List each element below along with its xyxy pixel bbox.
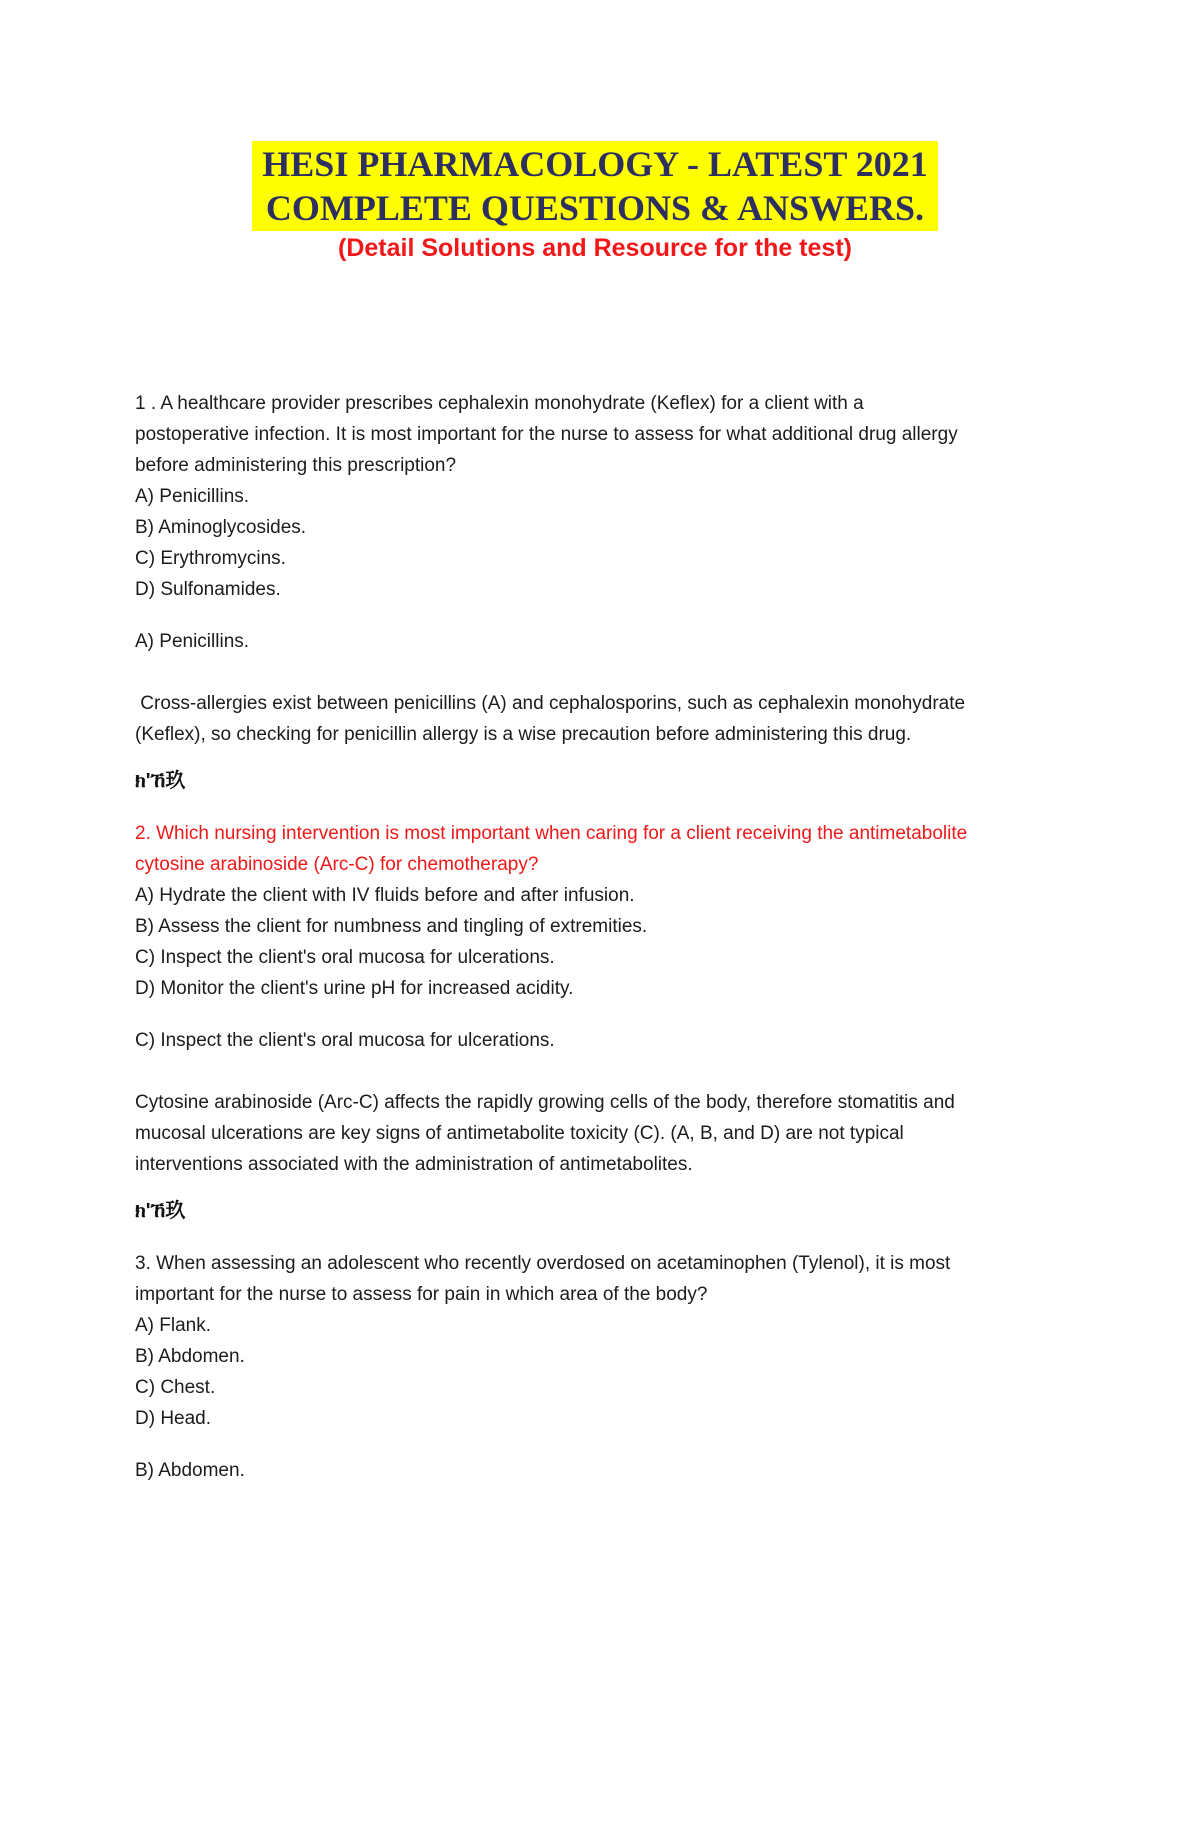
question-text-line: 3. When assessing an adolescent who recently overdosed on acetaminophen (Tylenol), it is most: [135, 1253, 951, 1274]
question-1: [135, 388, 1095, 797]
answer-explanation: [135, 1087, 1095, 1180]
question-2: [135, 818, 1095, 1227]
question-1-text: [135, 388, 1095, 605]
explanation-line: Cross-allergies exist between penicillins (A) and cephalosporins, such as cephalexin monohydrate: [135, 693, 966, 714]
question-text-line: 2. Which nursing intervention is most important when caring for a client receiving the antimetabolite: [135, 823, 968, 844]
correct-answer: B) Abdomen.: [135, 1460, 245, 1481]
answer-option: A) Penicillins.: [135, 486, 250, 507]
correct-answer: A) Penicillins.: [135, 631, 250, 652]
document-subtitle: (Detail Solutions and Resource for the test): [338, 234, 852, 262]
answer-option: B) Assess the client for numbness and tingling of extremities.: [135, 916, 648, 937]
question-2-text: [135, 818, 1095, 1004]
question-text-line: before administering this prescription?: [135, 455, 457, 476]
answer-option: D) Head.: [135, 1408, 212, 1429]
answer-option: D) Sulfonamides.: [135, 579, 281, 600]
question-text-line: cytosine arabinoside (Arc-C) for chemotherapy?: [135, 854, 539, 875]
document-header: [0, 141, 1190, 264]
answer-option: A) Flank.: [135, 1315, 212, 1336]
question-text-line: postoperative infection. It is most important for the nurse to assess for what additional drug allergy: [135, 424, 958, 445]
document-body: [135, 388, 1095, 1486]
explanation-line: (Keflex), so checking for penicillin allergy is a wise precaution before administering this drug.: [135, 724, 912, 745]
question-3: [135, 1248, 1095, 1486]
explanation-line: Cytosine arabinoside (Arc-C) affects the rapidly growing cells of the body, therefore stomatitis and: [135, 1092, 955, 1113]
mojibake-divider: ክ'ኸ玖: [135, 770, 186, 792]
document-page: [0, 141, 1190, 1486]
answer-option: B) Aminoglycosides.: [135, 517, 307, 538]
question-3-text: [135, 1248, 1095, 1434]
title-line-2: COMPLETE QUESTIONS & ANSWERS.: [265, 188, 925, 228]
explanation-line: interventions associated with the administration of antimetabolites.: [135, 1154, 693, 1175]
answer-option: D) Monitor the client's urine pH for increased acidity.: [135, 978, 574, 999]
answer-option: C) Inspect the client's oral mucosa for ulcerations.: [135, 947, 555, 968]
answer-option: B) Abdomen.: [135, 1346, 245, 1367]
question-text-line: important for the nurse to assess for pain in which area of the body?: [135, 1284, 708, 1305]
question-text-line: 1 . A healthcare provider prescribes cephalexin monohydrate (Keflex) for a client with a: [135, 393, 864, 414]
answer-option: A) Hydrate the client with IV fluids before and after infusion.: [135, 885, 635, 906]
explanation-line: mucosal ulcerations are key signs of antimetabolite toxicity (C). (A, B, and D) are not typical: [135, 1123, 904, 1144]
answer-option: C) Chest.: [135, 1377, 216, 1398]
correct-answer: C) Inspect the client's oral mucosa for ulcerations.: [135, 1030, 555, 1051]
title-line-1: HESI PHARMACOLOGY - LATEST 2021: [262, 144, 928, 184]
mojibake-divider: ክ'ኸ玖: [135, 1200, 186, 1222]
answer-explanation: [135, 688, 1095, 750]
highlighted-title: [252, 141, 937, 231]
answer-option: C) Erythromycins.: [135, 548, 286, 569]
